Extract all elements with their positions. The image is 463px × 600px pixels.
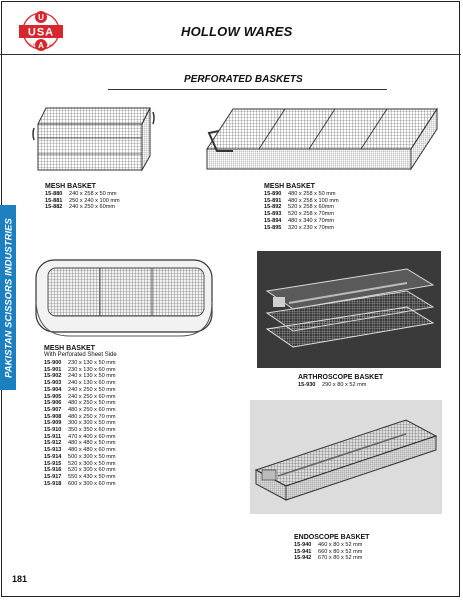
item-size: 480 x 250 x 60 mm xyxy=(68,406,116,413)
item-code: 15-940 xyxy=(294,542,312,548)
arthroscope-basket-specs xyxy=(298,382,366,389)
item-code: 15-880 xyxy=(45,191,63,197)
mesh-basket-3-title: MESH BASKET xyxy=(44,345,95,352)
item-code: 15-904 xyxy=(44,386,62,393)
spec-row xyxy=(45,204,120,211)
item-code: 15-902 xyxy=(44,373,62,380)
item-size: 480 x 250 x 70 mm xyxy=(68,413,116,420)
item-size: 350 x 350 x 60 mm xyxy=(68,427,116,434)
item-code: 15-903 xyxy=(44,380,62,387)
mesh-basket-1-title: MESH BASKET xyxy=(45,183,96,190)
item-size: 670 x 80 x 52 mm xyxy=(318,555,363,562)
spec-row xyxy=(44,414,116,421)
spec-row xyxy=(44,461,116,468)
item-size: 480 x 340 x 70mm xyxy=(288,217,335,224)
item-size: 240 x 258 x 50 mm xyxy=(69,191,117,197)
svg-text:U: U xyxy=(38,13,44,22)
spec-row xyxy=(44,467,116,474)
spec-row xyxy=(294,542,362,549)
item-size: 250 x 240 x 100 mm xyxy=(69,197,120,204)
endoscope-basket-image xyxy=(250,400,442,514)
mesh-basket-1-specs xyxy=(45,191,120,211)
item-code: 15-891 xyxy=(264,197,282,204)
side-tab xyxy=(0,205,16,390)
item-size: 550 x 430 x 50 mm xyxy=(68,473,116,480)
arthroscope-basket-title: ARTHROSCOPE BASKET xyxy=(298,374,384,381)
side-tab-label: PAKISTAN SCISSORS INDUSTRIES xyxy=(2,217,14,378)
item-code: 15-942 xyxy=(294,555,312,562)
item-size: 520 x 300 x 60 mm xyxy=(68,467,116,474)
spec-row xyxy=(264,211,339,218)
item-size: 480 x 258 x 50 mm xyxy=(288,191,336,197)
item-code: 15-915 xyxy=(44,460,62,467)
spec-row xyxy=(44,380,116,387)
item-code: 15-890 xyxy=(264,191,282,197)
spec-row xyxy=(264,198,339,205)
spec-row xyxy=(44,440,116,447)
item-code: 15-911 xyxy=(44,433,62,440)
spec-row xyxy=(44,373,116,380)
item-code: 15-893 xyxy=(264,211,282,218)
spec-row xyxy=(294,549,362,556)
item-size: 230 x 130 x 60 mm xyxy=(68,366,116,373)
spec-row xyxy=(44,394,116,401)
endoscope-basket-specs xyxy=(294,542,362,562)
item-code: 15-894 xyxy=(264,217,282,224)
spec-row xyxy=(264,204,339,211)
item-code: 15-941 xyxy=(294,548,312,555)
svg-text:USA: USA xyxy=(27,26,55,39)
item-size: 240 x 130 x 60 mm xyxy=(68,380,116,387)
item-size: 480 x 480 x 50 mm xyxy=(68,440,116,447)
mesh-basket-2-title: MESH BASKET xyxy=(264,183,315,190)
item-size: 460 x 80 x 52 mm xyxy=(318,542,363,548)
spec-row xyxy=(45,198,120,205)
item-size: 290 x 80 x 52 mm xyxy=(322,382,367,388)
item-size: 660 x 80 x 52 mm xyxy=(318,548,363,555)
item-size: 500 x 300 x 50 mm xyxy=(68,453,116,460)
spec-row xyxy=(44,407,116,414)
item-size: 480 x 258 x 100 mm xyxy=(288,197,339,204)
item-code: 15-881 xyxy=(45,197,63,204)
item-code: 15-895 xyxy=(264,224,282,231)
item-size: 520 x 300 x 50 mm xyxy=(68,460,116,467)
item-code: 15-916 xyxy=(44,467,62,474)
item-size: 300 x 300 x 50 mm xyxy=(68,420,116,427)
item-size: 230 x 130 x 50 mm xyxy=(68,360,116,366)
mesh-basket-3-specs xyxy=(44,360,116,487)
item-code: 15-917 xyxy=(44,473,62,480)
svg-text:A: A xyxy=(38,41,44,50)
spec-row xyxy=(44,400,116,407)
item-code: 15-906 xyxy=(44,400,62,407)
item-code: 15-908 xyxy=(44,413,62,420)
spec-row xyxy=(298,382,366,389)
item-code: 15-918 xyxy=(44,480,62,487)
item-size: 240 x 250 x 60mm xyxy=(69,204,116,211)
item-size: 520 x 258 x 70mm xyxy=(288,211,335,218)
mesh-basket-2-specs xyxy=(264,191,339,231)
spec-row xyxy=(45,191,120,198)
item-code: 15-901 xyxy=(44,366,62,373)
item-code: 15-930 xyxy=(298,382,316,388)
item-size: 240 x 250 x 50 mm xyxy=(68,386,116,393)
item-code: 15-914 xyxy=(44,453,62,460)
usa-dental-logo xyxy=(10,10,72,52)
arthroscope-basket-image xyxy=(257,251,441,368)
item-size: 520 x 258 x 60mm xyxy=(288,204,335,211)
mesh-basket-image-2 xyxy=(205,99,440,181)
spec-row xyxy=(44,427,116,434)
spec-row xyxy=(44,447,116,454)
item-code: 15-907 xyxy=(44,406,62,413)
item-size: 480 x 250 x 50 mm xyxy=(68,400,116,407)
item-code: 15-892 xyxy=(264,204,282,211)
spec-row xyxy=(264,225,339,232)
spec-row xyxy=(264,191,339,198)
item-size: 320 x 230 x 70mm xyxy=(288,224,335,231)
mesh-basket-image-1 xyxy=(32,98,156,178)
item-size: 480 x 480 x 60 mm xyxy=(68,447,116,454)
spec-row xyxy=(44,481,116,488)
spec-row xyxy=(44,367,116,374)
item-size: 240 x 250 x 60 mm xyxy=(68,393,116,400)
item-code: 15-913 xyxy=(44,447,62,454)
spec-row xyxy=(44,420,116,427)
title-divider xyxy=(0,54,461,55)
item-size: 240 x 130 x 50 mm xyxy=(68,373,116,380)
item-code: 15-912 xyxy=(44,440,62,447)
item-code: 15-882 xyxy=(45,204,63,211)
mesh-basket-image-3 xyxy=(30,252,218,344)
page-number: 181 xyxy=(12,574,28,584)
section-divider xyxy=(108,89,387,90)
section-title: PERFORATED BASKETS xyxy=(184,74,303,85)
item-size: 470 x 400 x 60 mm xyxy=(68,433,116,440)
spec-row xyxy=(44,434,116,441)
page-title: HOLLOW WARES xyxy=(181,24,293,39)
spec-row xyxy=(44,474,116,481)
item-code: 15-909 xyxy=(44,420,62,427)
item-code: 15-900 xyxy=(44,360,62,366)
spec-row xyxy=(44,387,116,394)
item-code: 15-905 xyxy=(44,393,62,400)
item-code: 15-910 xyxy=(44,427,62,434)
spec-row xyxy=(294,555,362,562)
endoscope-basket-title: ENDOSCOPE BASKET xyxy=(294,534,370,541)
item-size: 600 x 300 x 60 mm xyxy=(68,480,116,487)
spec-row xyxy=(264,218,339,225)
mesh-basket-3-note: With Perforated Sheet Side xyxy=(44,352,117,358)
spec-row xyxy=(44,360,116,367)
svg-text:T A L: T A L xyxy=(46,43,55,47)
spec-row xyxy=(44,454,116,461)
svg-text:D E N: D E N xyxy=(29,43,39,47)
